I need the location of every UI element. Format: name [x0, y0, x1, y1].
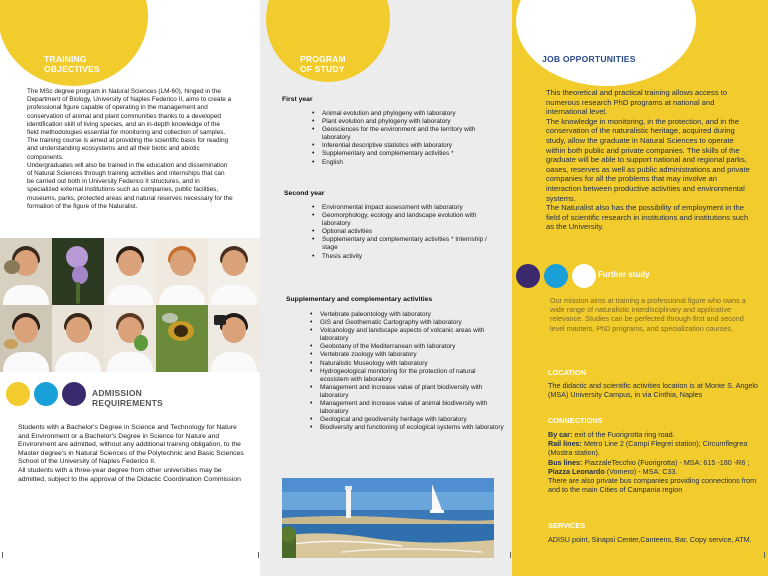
- list-item: • Thesis activity: [312, 253, 496, 261]
- photo-bee: [156, 305, 208, 372]
- location-title: LOCATION: [548, 368, 587, 377]
- list-item: • Supplementary and complementary activities * Internship / stage: [312, 236, 496, 252]
- crop-mark: [510, 552, 511, 558]
- panel-jobs-info: [512, 0, 768, 576]
- seascape-lighthouse-photo: [282, 478, 494, 558]
- job-paragraph: The knowledge in monitoring, in the protection, and in the conservation of the naturalistic heritage, acquired during study, allow the graduate in Natural Sciences to operate within both public and private companies. The skills of the graduate will be able to support national and regional parks, oases, reserves as well as public administrations and private companies for all the problems that may involve an interaction between productive activities and environmental systems.: [546, 116, 750, 203]
- list-item: • Geosciences for the environment and the territory with laboratory: [312, 126, 496, 142]
- supp-label: Supplementary and complementary activities: [286, 296, 433, 303]
- photo-student-1: [0, 238, 52, 305]
- list-item: • Environmental impact assessment with laboratory: [312, 204, 496, 212]
- program-title: PROGRAM OF STUDY: [300, 54, 346, 74]
- second-year-list: [312, 204, 496, 261]
- photo-student-5: [0, 305, 52, 372]
- color-dots: [6, 382, 86, 406]
- list-item: • Naturalistic Museology with laboratory: [310, 360, 506, 368]
- first-year-label: First year: [282, 96, 313, 103]
- dot-yellow: [6, 382, 30, 406]
- color-dots: [516, 264, 596, 288]
- list-item: • Inferential descriptive statistics with laboratory: [312, 142, 496, 150]
- photo-student-7: [104, 305, 156, 372]
- list-item: • Vertebrate zoology with laboratory: [310, 351, 506, 359]
- list-item: • Hydrogeological monitoring for the protection of natural ecosistem with laboratory: [310, 368, 506, 384]
- supp-list: [310, 311, 506, 432]
- panel-program: [260, 0, 512, 576]
- student-photo-grid: [0, 238, 260, 372]
- admission-title: ADMISSION REQUIREMENTS: [92, 388, 163, 408]
- list-item: • Management and increase value of plant biodiversity with laboratory: [310, 384, 506, 400]
- first-year-list: [312, 110, 496, 167]
- crop-mark: [764, 552, 765, 558]
- list-item: • Supplementary and complementary activities *: [312, 150, 496, 158]
- list-item: • Plant evolution and phylogeny with laboratory: [312, 118, 496, 126]
- list-item: • GIS and Geothematic Cartography with laboratory: [310, 319, 506, 327]
- dot-purple: [516, 264, 540, 288]
- job-paragraph: The Naturalist also has the possibility of employment in the field of scientific research in institutions and institutions such as the University.: [546, 203, 749, 232]
- dot-cyan: [34, 382, 58, 406]
- photo-orchid: [52, 238, 104, 305]
- connections-text: By car: exit of the Fuorigrotta ring road. Rail lines: Metro Line 2 (Campi Flegrei station); Circumflegrea (Mostra station). Bus lines: PiazzaleTecchio (Fuorigrotta) - MSA: 615 -180 -R6 ; Piazza Leonardo (Vomero) - MSA: C33. There are also private bus companies providing connections from and to the main Cities of Campania region: [548, 430, 757, 495]
- crop-mark: [2, 552, 3, 558]
- services-text: ADISU point, Sinapsi Center,Canteens, Bar, Copy service, ATM.: [548, 535, 752, 544]
- training-title: TRAINING OBJECTIVES: [44, 54, 100, 74]
- training-text: The MSc degree program in Natural Sciences (LM-60), hinged in the Department of Biology, University of Naples Federico II, aims to create a professional figure capable of operating in the management and conservation of animal and plant communities thanks to a developed identification skill of living species, and an in-depth knowledge of the field methodologies essential for monitoring and collection of samples. The training course is aimed at providing the scientific basis for reading and understanding ecosystems and all their biotic and abiotic components. Undergraduates will also be trained in the education and dissemination of Natural Sciences through training activities and internships that can be carried out both in University Federico II structures, and in specialized external institutions such as companies, public facilities, museums, parks, protected areas and natural reserves necessary for the formation of the figure of the Naturalist.: [27, 88, 233, 210]
- list-item: • English: [312, 159, 496, 167]
- services-title: SERVICES: [548, 521, 586, 530]
- connections-title: CONNECTIONS: [548, 416, 603, 425]
- list-item: • Management and increase value of animal biodiversity with laboratory: [310, 400, 506, 416]
- dot-purple: [62, 382, 86, 406]
- photo-student-2: [104, 238, 156, 305]
- photo-student-6: [52, 305, 104, 372]
- list-item: • Geobotany of the Mediterranean with laboratory: [310, 343, 506, 351]
- photo-student-8: [208, 305, 260, 372]
- admission-text: Students with a Bachelor's Degree in Science and Technology for Nature and Environment or a Bachelor's Degree in Science for Nature and Environment are admitted, without any additional training obligation, to the Master degree's in Natural Sciences of the Polytechnic and Basic Sciences School of the University of Naples Federico II. All students with a three-year degree from other universities may be admitted, subject to the approval of the Didactic Coordination Commission: [18, 424, 244, 483]
- further-study-title: Further study: [598, 270, 650, 279]
- list-item: • Animal evolution and phylogeny with laboratory: [312, 110, 496, 118]
- photo-student-4: [208, 238, 260, 305]
- job-opportunities-title: JOB OPPORTUNITIES: [542, 54, 636, 64]
- list-item: • Geological and geodiversity heritage with laboratory: [310, 416, 506, 424]
- dot-white: [572, 264, 596, 288]
- further-study-text: Our mission aims at training a professional figure who owns a wide range of naturalistic interdisciplinary and applicative relevance. Studies can be perfected through first and second level masters, PhD programs, and specialization courses.: [550, 296, 746, 333]
- job-paragraph: This theoretical and practical training allows access to numerous research PhD programs at national and international level.: [546, 88, 728, 117]
- list-item: • Volcanology and landscape aspects of volcanic areas with laboratory: [310, 327, 506, 343]
- list-item: • Biodiversity and functioning of ecological systems with laboratory: [310, 424, 506, 432]
- photo-student-3: [156, 238, 208, 305]
- panel-training-admission: [0, 0, 260, 576]
- dot-cyan: [544, 264, 568, 288]
- second-year-label: Second year: [284, 190, 325, 197]
- job-opportunities-text: [546, 88, 754, 232]
- list-item: • Geomorphology, ecology and landscape evolution with laboratory: [312, 212, 496, 228]
- seascape-image: [282, 478, 494, 558]
- list-item: • Optional activities: [312, 228, 496, 236]
- location-text: The didactic and scientific activities location is at Monte S. Angelo (MSA) University Campus, in via Cinthia, Naples: [548, 381, 758, 400]
- crop-mark: [258, 552, 259, 558]
- white-semicircle: [516, 0, 696, 86]
- list-item: • Vertebrate paleontology with laboratory: [310, 311, 506, 319]
